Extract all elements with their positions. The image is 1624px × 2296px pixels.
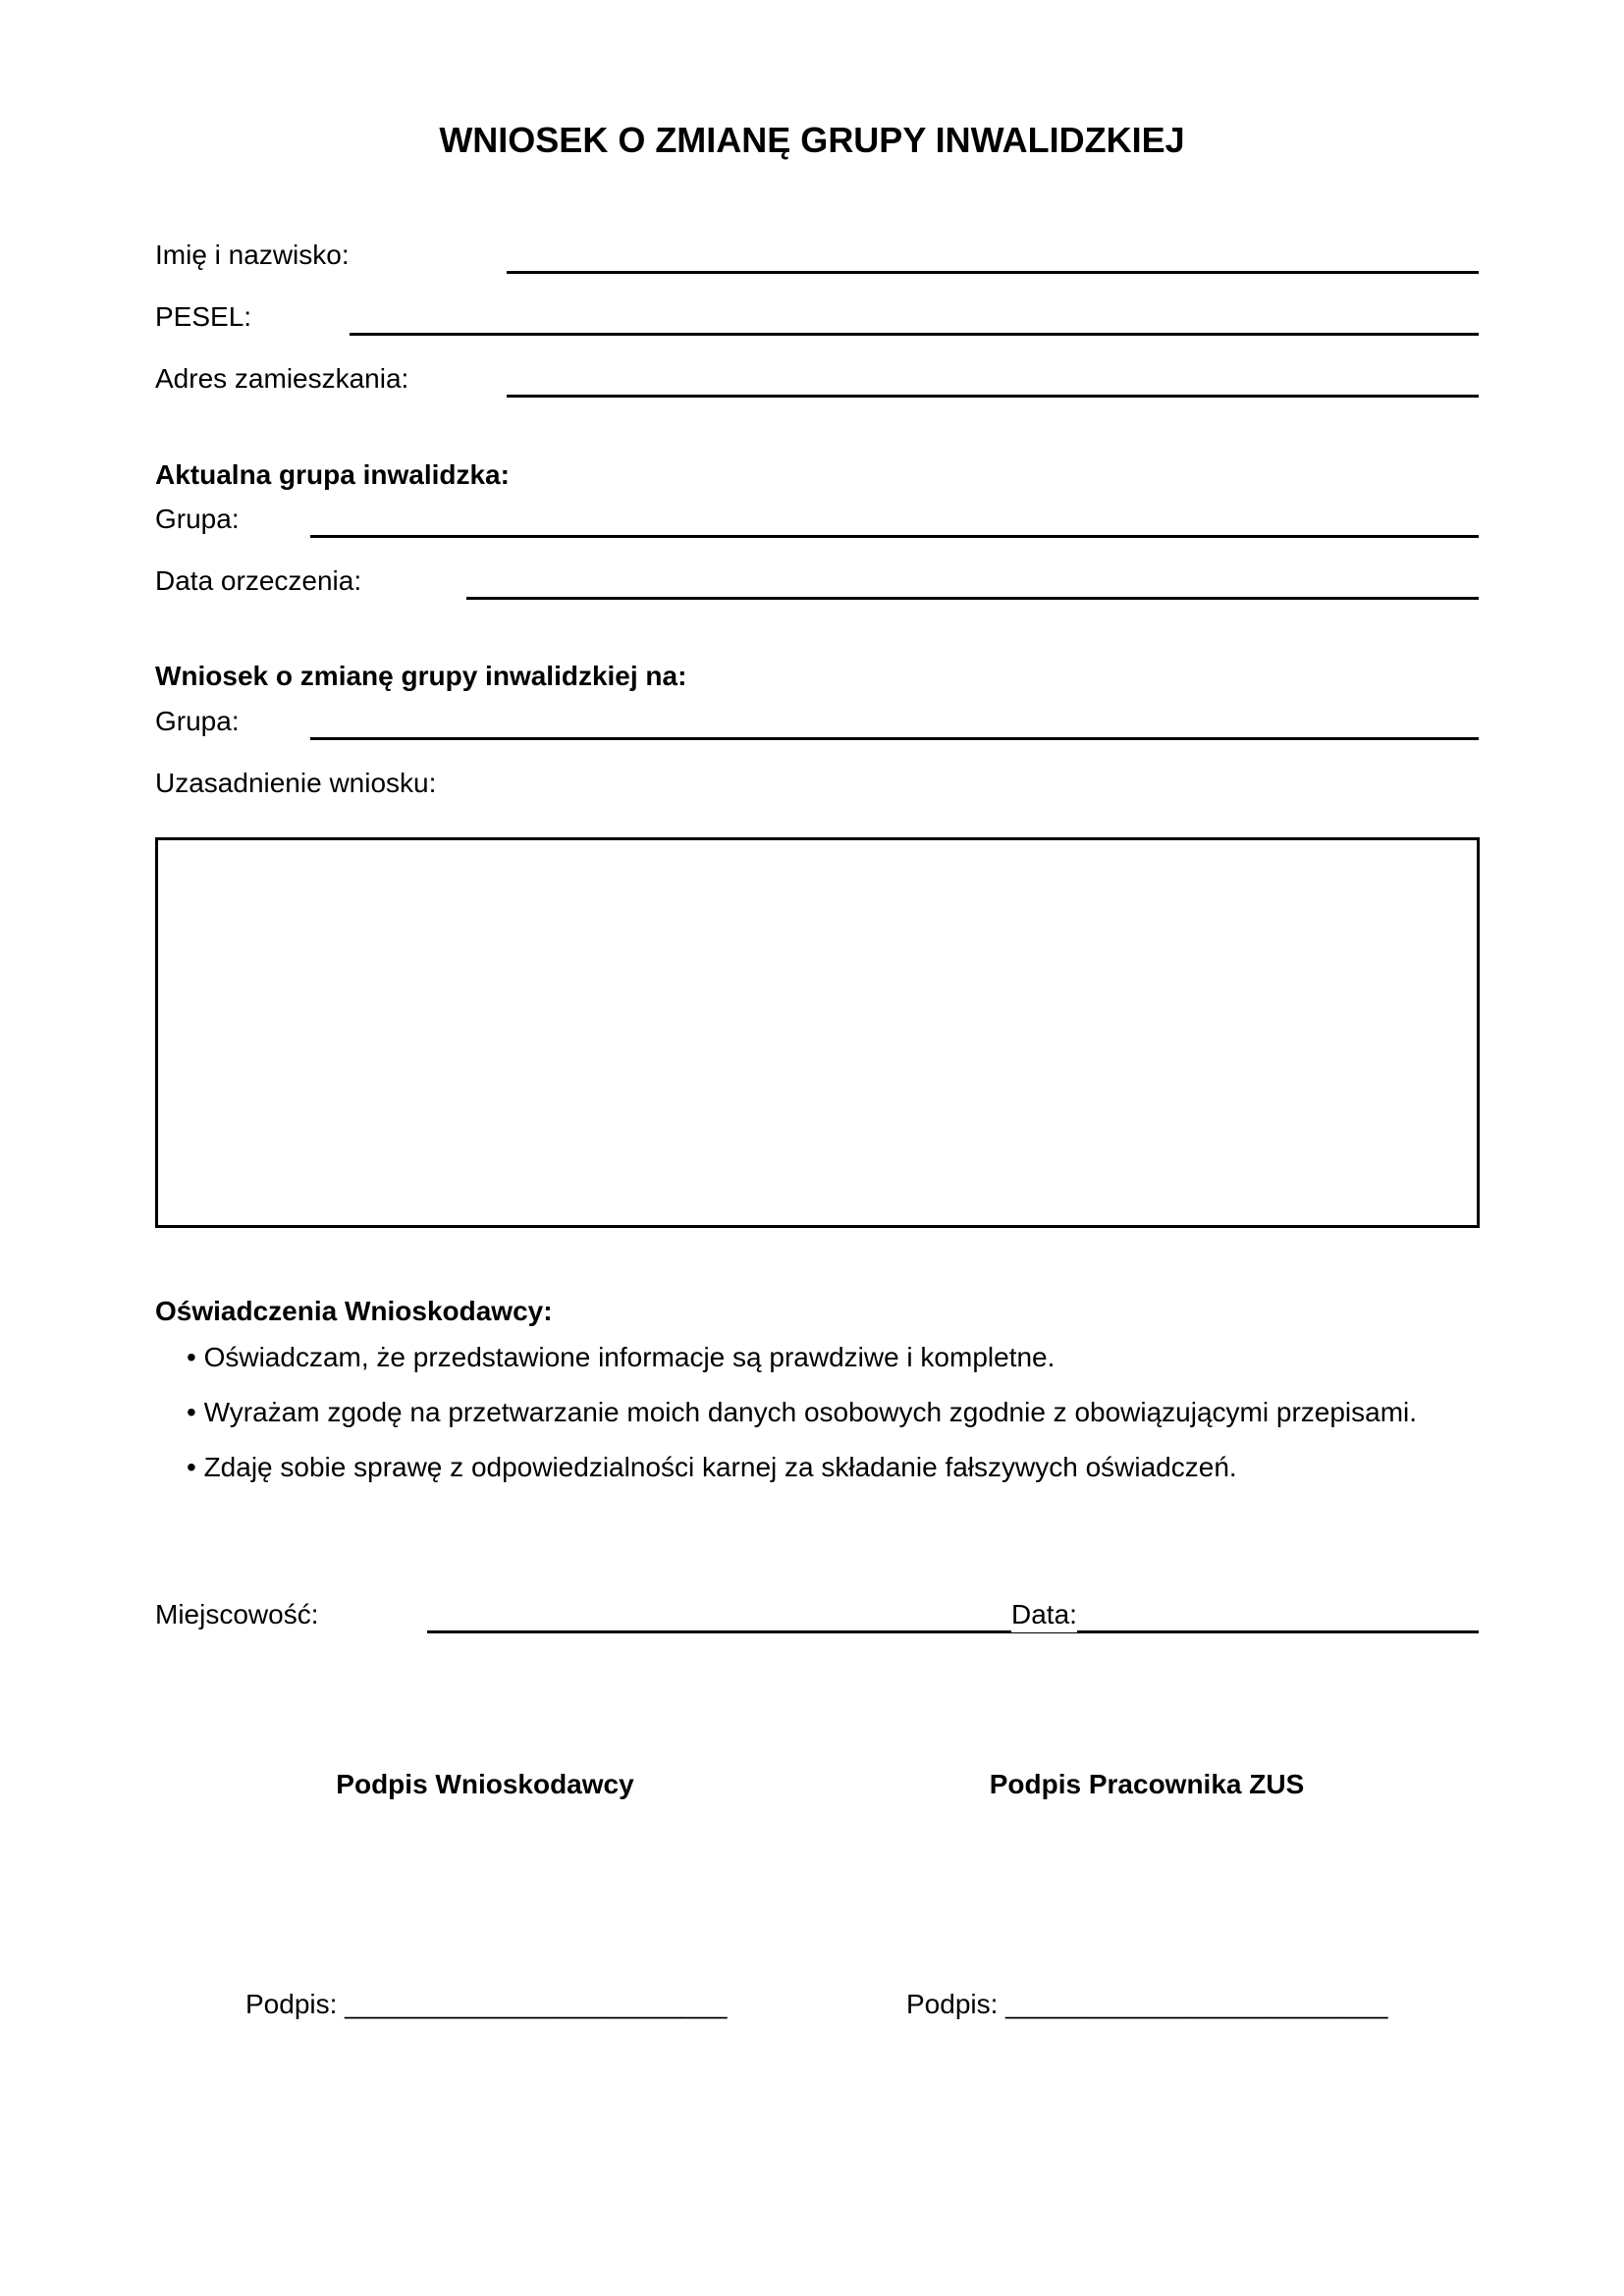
employee-signature-line[interactable]: Podpis: _________________________ <box>906 1989 1388 2019</box>
place-label: Miejscowość: <box>155 1599 319 1629</box>
decision-date-field[interactable] <box>466 597 1479 600</box>
name-field[interactable] <box>507 271 1479 274</box>
place-date-field[interactable] <box>427 1630 1479 1633</box>
current-group-field[interactable] <box>310 535 1479 538</box>
current-group-label: Grupa: <box>155 504 240 534</box>
declaration-item: • Wyrażam zgodę na przetwarzanie moich danych osobowych zgodnie z obowiązującymi przepisami. <box>187 1397 1418 1427</box>
decision-date-label: Data orzeczenia: <box>155 565 362 596</box>
justification-textbox[interactable] <box>155 837 1480 1228</box>
requested-group-heading: Wniosek o zmianę grupy inwalidzkiej na: <box>155 661 687 691</box>
justification-label: Uzasadnienie wniosku: <box>155 768 437 798</box>
employee-signature-title: Podpis Pracownika ZUS <box>989 1769 1305 1799</box>
requested-group-field[interactable] <box>310 737 1479 740</box>
name-label: Imię i nazwisko: <box>155 240 350 270</box>
pesel-label: PESEL: <box>155 301 252 332</box>
current-group-heading: Aktualna grupa inwalidzka: <box>155 459 510 490</box>
declaration-item: • Zdaję sobie sprawę z odpowiedzialności karnej za składanie fałszywych oświadczeń. <box>187 1452 1237 1482</box>
declarations-heading: Oświadczenia Wnioskodawcy: <box>155 1296 553 1326</box>
pesel-field[interactable] <box>350 333 1479 336</box>
date-label: Data: <box>1011 1597 1077 1632</box>
address-field[interactable] <box>507 395 1479 398</box>
requested-group-label: Grupa: <box>155 706 240 736</box>
applicant-signature-title: Podpis Wnioskodawcy <box>336 1769 634 1799</box>
page-title: WNIOSEK O ZMIANĘ GRUPY INWALIDZKIEJ <box>439 120 1185 160</box>
declaration-item: • Oświadczam, że przedstawione informacje są prawdziwe i kompletne. <box>187 1342 1056 1372</box>
applicant-signature-line[interactable]: Podpis: _________________________ <box>245 1989 728 2019</box>
address-label: Adres zamieszkania: <box>155 363 409 394</box>
